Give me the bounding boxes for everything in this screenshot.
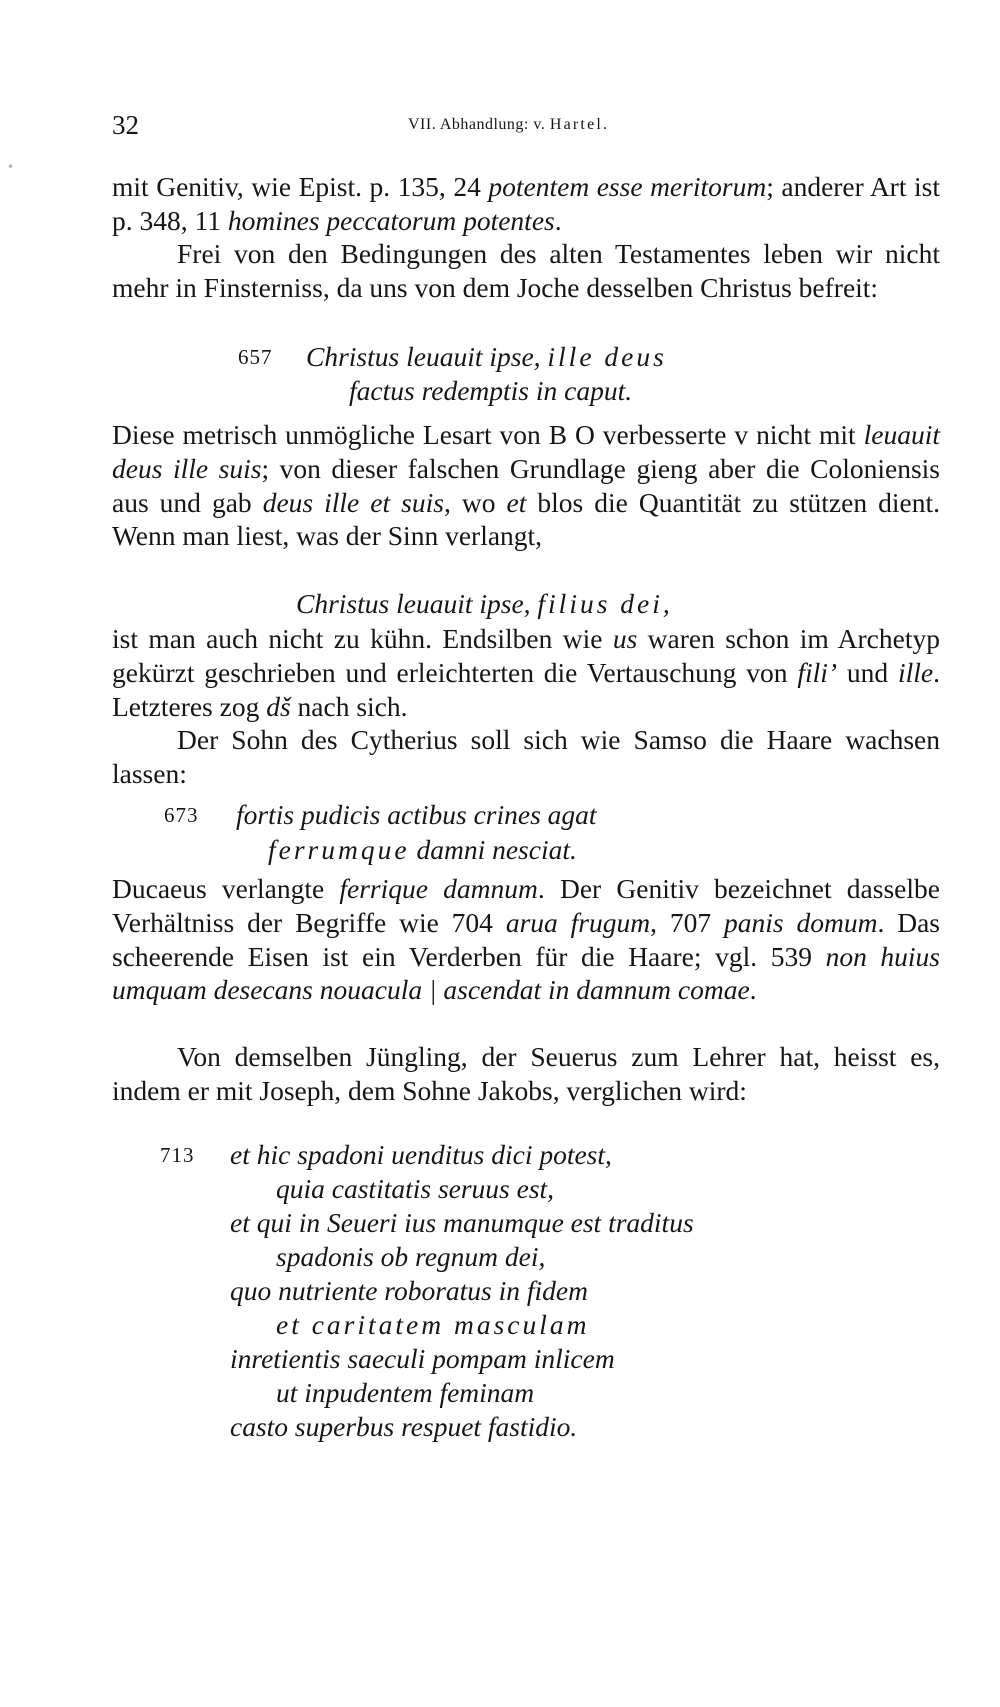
latin-quote: ferrique damnum <box>339 873 538 904</box>
verse-spaced-text: filius dei <box>537 588 663 619</box>
verse-line: spadonis ob regnum dei, <box>276 1241 546 1272</box>
author-prefix: v. <box>533 116 546 133</box>
paragraph-endsilben <box>112 622 940 723</box>
text-run: , 707 <box>650 906 725 938</box>
verse-spaced-text: ille deus <box>547 341 667 372</box>
text-run: . <box>749 974 757 1006</box>
paragraph-genitive <box>112 170 940 238</box>
text-run: Ducaeus verlangte <box>112 873 340 904</box>
margin-speck: • <box>8 160 13 175</box>
verse-line: inretientis saeculi pompam inlicem <box>230 1343 615 1374</box>
latin-quote: et <box>506 486 527 518</box>
latin-quote: leuauit deus ille suis <box>112 419 940 484</box>
verse-text: damni nesciat. <box>409 834 577 865</box>
page-number: 32 <box>112 110 139 140</box>
text-run: waren schon im Archetyp gekürzt geschrieben und erleichterten die Vertauschung von <box>112 623 940 688</box>
latin-quote: ille <box>898 656 934 688</box>
verse-line: et qui in Seueri ius manumque est traditus <box>230 1207 694 1238</box>
running-title <box>408 116 609 134</box>
text-run: ; von dieser falschen Grundlage gieng aber die Coloniensis aus und gab <box>112 452 940 518</box>
verse-spaced-text: et caritatem masculam <box>276 1309 590 1340</box>
verse-number: 673 <box>164 803 199 827</box>
verse-number: 713 <box>160 1143 195 1167</box>
paragraph-ducaeus <box>112 872 940 1007</box>
text-run: ist man auch nicht zu kühn. Endsilben wie <box>112 623 613 654</box>
author-name: Hartel. <box>549 116 610 133</box>
text-run: und <box>837 656 898 688</box>
text-run: . <box>554 204 562 236</box>
latin-quote: homines peccatorum potentes <box>227 204 555 236</box>
text-run: mit Genitiv, wie Epist. p. 135, 24 <box>112 171 489 202</box>
verse-line <box>268 833 577 867</box>
verse-line <box>306 340 667 374</box>
latin-quote: fili’ <box>797 656 838 688</box>
verse-line <box>276 1308 590 1342</box>
text-run: blos die Quantität zu stützen dient. Wenn man liest, was der Sinn verlangt, <box>112 486 940 552</box>
latin-quote: us <box>612 623 638 654</box>
verse-line: quia castitatis seruus est, <box>276 1173 555 1204</box>
latin-abbreviation: dš <box>266 690 291 722</box>
verse-spaced-text: ferrumque <box>268 834 410 865</box>
verse-line: quo nutriente roboratus in fidem <box>230 1275 588 1306</box>
verse-text: , <box>662 588 670 619</box>
verse-line: factus redemptis in caput. <box>349 375 633 406</box>
latin-quote: deus ille et suis <box>262 486 444 518</box>
paragraph-testament: Frei von den Bedingungen des alten Testamentes leben wir nicht mehr in Finsterniss, da uns von dem Joche desselben Christus befreit: <box>112 238 940 303</box>
text-run: nach sich. <box>290 690 408 722</box>
verse-line: et hic spadoni uenditus dici potest, <box>230 1139 612 1170</box>
paragraph-cytherius: Der Sohn des Cytherius soll sich wie Samso die Haare wachsen lassen: <box>112 724 940 789</box>
latin-quote: arua frugum <box>505 906 651 938</box>
text-run: Diese metrisch unmögliche Lesart von B O verbesserte v nicht mit <box>112 419 864 450</box>
verse-line: ut inpudentem feminam <box>276 1377 535 1408</box>
latin-quote: panis domum <box>724 906 878 938</box>
text-run: . Das scheerende Eisen ist ein Verderben für die Haare; vgl. 539 <box>112 906 941 972</box>
verse-line: fortis pudicis actibus crines agat <box>236 799 597 830</box>
verse-text: Christus leuauit ipse, <box>296 588 538 619</box>
paragraph-juengling: Von demselben Jüngling, der Seuerus zum Lehrer hat, heisst es, indem er mit Joseph, dem Sohne Jakobs, verglichen wird: <box>112 1041 940 1106</box>
text-run: . Letzteres zog <box>112 656 941 722</box>
text-run: ; anderer Art ist p. 348, 11 <box>112 171 940 236</box>
running-title-text: VII. Abhandlung: <box>408 116 529 133</box>
paragraph-lesart <box>112 418 940 553</box>
page-header <box>112 110 902 144</box>
verse-text: Christus leuauit ipse, <box>306 341 548 372</box>
text-run: . Der Genitiv bezeichnet dasselbe Verhältniss der Begriffe wie 704 <box>112 873 940 938</box>
verse-line: casto superbus respuet fastidio. <box>230 1411 578 1442</box>
verse-number: 657 <box>238 345 273 369</box>
verse-line-emendation <box>296 587 670 621</box>
latin-quote: potentem esse meritorum <box>488 171 767 202</box>
latin-quote: non huius umquam desecans nouacula | ascendat in damnum comae <box>112 940 941 1006</box>
text-run: , wo <box>443 486 507 518</box>
